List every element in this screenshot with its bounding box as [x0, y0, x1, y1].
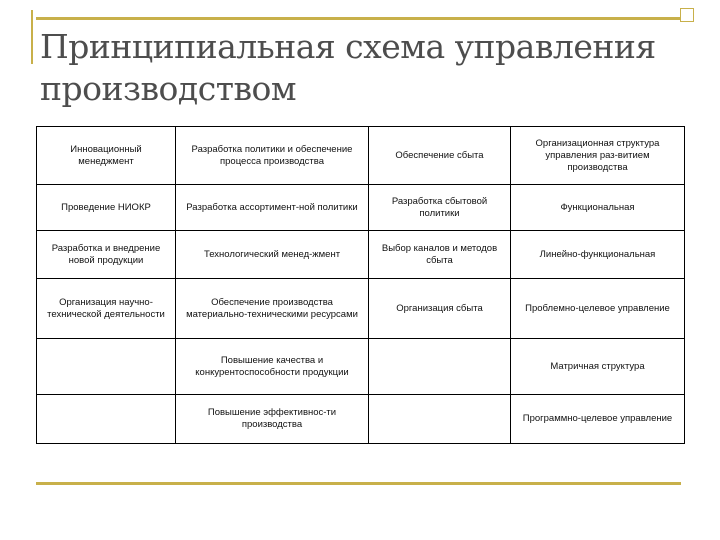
- bottom-decorative-line: [36, 482, 681, 485]
- table-cell: Разработка и внедрение новой продукции: [37, 231, 176, 279]
- management-scheme-table: [36, 126, 685, 444]
- table-cell: Организация научно-технической деятельности: [37, 279, 176, 339]
- table-cell: Выбор каналов и методов сбыта: [369, 231, 511, 279]
- table-cell: Разработка сбытовой политики: [369, 185, 511, 231]
- table-cell: Повышение эффективнос-ти производства: [176, 395, 369, 444]
- table-row: [37, 279, 685, 339]
- table-cell: [37, 395, 176, 444]
- top-decorative-line: [36, 17, 681, 20]
- table-cell: Повышение качества и конкурентоспособности продукции: [176, 339, 369, 395]
- left-decorative-line: [31, 10, 33, 64]
- table-cell: Разработка политики и обеспечение процесса производства: [176, 127, 369, 185]
- table-cell: [37, 339, 176, 395]
- corner-decorative-box: [680, 8, 694, 22]
- table-cell: [369, 339, 511, 395]
- table-cell: Матричная структура: [511, 339, 685, 395]
- table-cell: Разработка ассортимент-ной политики: [176, 185, 369, 231]
- table-row: [37, 395, 685, 444]
- table-row: [37, 127, 685, 185]
- table-body: [37, 127, 685, 444]
- table-cell: [369, 395, 511, 444]
- table-cell: Технологический менед-жмент: [176, 231, 369, 279]
- table-cell: Организация сбыта: [369, 279, 511, 339]
- table-row: [37, 185, 685, 231]
- table-cell: Организационная структура управления раз-витием производства: [511, 127, 685, 185]
- table-cell: Проблемно-целевое управление: [511, 279, 685, 339]
- table-cell: Проведение НИОКР: [37, 185, 176, 231]
- table-cell: Инновационный менеджмент: [37, 127, 176, 185]
- table-cell: Линейно-функциональная: [511, 231, 685, 279]
- table-cell: Функциональная: [511, 185, 685, 231]
- table-row: [37, 231, 685, 279]
- table-cell: Программно-целевое управление: [511, 395, 685, 444]
- table-row: [37, 339, 685, 395]
- table-cell: Обеспечение сбыта: [369, 127, 511, 185]
- table-cell: Обеспечение производства материально-техническими ресурсами: [176, 279, 369, 339]
- slide-title: Принципиальная схема управления производством: [40, 27, 656, 108]
